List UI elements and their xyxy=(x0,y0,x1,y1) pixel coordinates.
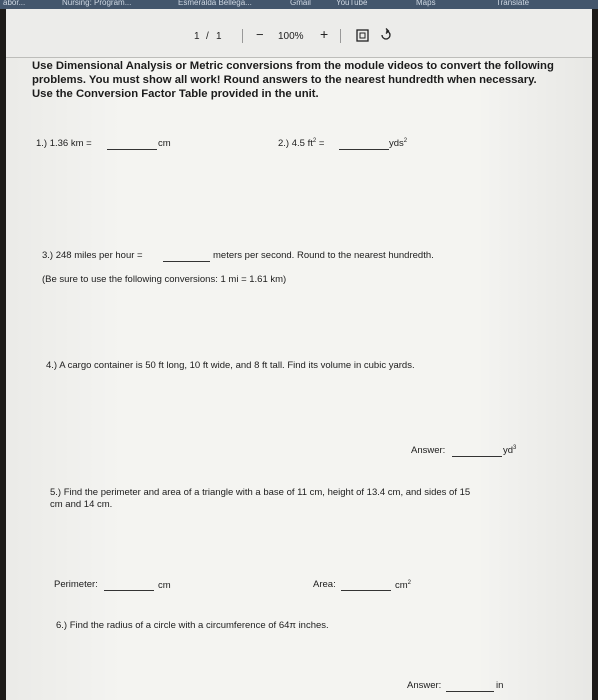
desk-edge xyxy=(592,9,598,700)
answer-blank xyxy=(446,691,494,692)
bookmark-item[interactable]: Esmeralda Bellega... xyxy=(178,0,252,7)
pdf-toolbar xyxy=(6,9,592,58)
answer-label: Answer: xyxy=(411,445,446,456)
question-5-text-line1: 5.) Find the perimeter and area of a triangle with a base of 11 cm, height of 13.4 cm, and sides of 15 xyxy=(50,487,471,498)
fit-page-icon[interactable] xyxy=(356,29,369,45)
perimeter-label: Perimeter: xyxy=(54,579,98,590)
toolbar-divider xyxy=(340,29,341,43)
page-current[interactable]: 1 xyxy=(194,31,200,42)
area-label: Area: xyxy=(313,579,336,590)
zoom-level: 100% xyxy=(278,31,304,42)
question-3-text: 3.) 248 miles per hour = xyxy=(42,250,143,261)
question-1-unit: cm xyxy=(158,138,171,149)
question-6-unit: in xyxy=(496,680,504,691)
bookmark-item[interactable]: Translate xyxy=(496,0,530,7)
answer-blank xyxy=(104,590,154,591)
instructions: Use Dimensional Analysis or Metric conversions from the module videos to convert the following problems. You must show all work! Round answers to the nearest hundredth when necessary. Use the Conversion Factor Table provided in the unit. xyxy=(32,60,554,100)
question-2-unit: yds$^2$ xyxy=(389,138,408,150)
bookmark-item[interactable]: Gmail xyxy=(290,0,311,7)
bookmark-item[interactable]: Nursing: Program... xyxy=(62,0,132,7)
question-6-text: 6.) Find the radius of a circle with a circumference of 64π inches. xyxy=(56,620,329,631)
question-4-unit: $yd^3$ xyxy=(503,445,517,457)
pdf-page xyxy=(6,9,592,700)
area-unit: $cm^2$ xyxy=(395,580,412,592)
bookmark-item[interactable]: abor... xyxy=(3,0,26,7)
answer-blank xyxy=(339,149,389,150)
answer-blank xyxy=(107,149,157,150)
toolbar-divider xyxy=(242,29,243,43)
question-3-note: (Be sure to use the following conversions: 1 mi = 1.61 km) xyxy=(42,274,287,285)
perimeter-unit: cm xyxy=(158,580,171,591)
page-total: 1 xyxy=(216,31,222,42)
page-separator: / xyxy=(206,31,209,42)
answer-blank xyxy=(163,261,210,262)
bookmark-item[interactable]: YouTube xyxy=(336,0,368,7)
answer-label: Answer: xyxy=(407,680,442,691)
question-1-text: 1.) 1.36 km = xyxy=(36,138,92,149)
zoom-out-button[interactable]: − xyxy=(256,27,264,42)
question-5-text-line2: cm and 14 cm. xyxy=(50,499,113,510)
bookmarks-bar xyxy=(0,0,598,9)
zoom-in-button[interactable]: + xyxy=(320,26,329,42)
answer-blank xyxy=(341,590,391,591)
bookmark-item[interactable]: Maps xyxy=(416,0,436,7)
rotate-icon[interactable] xyxy=(379,28,393,45)
answer-blank xyxy=(452,456,502,457)
question-4-text: 4.) A cargo container is 50 ft long, 10 ft wide, and 8 ft tall. Find its volume in cubic yards. xyxy=(46,360,415,371)
question-2-text: 2.) 4.5 $ft^2$ = xyxy=(278,138,325,150)
question-3-suffix: meters per second. Round to the nearest hundredth. xyxy=(213,250,434,261)
